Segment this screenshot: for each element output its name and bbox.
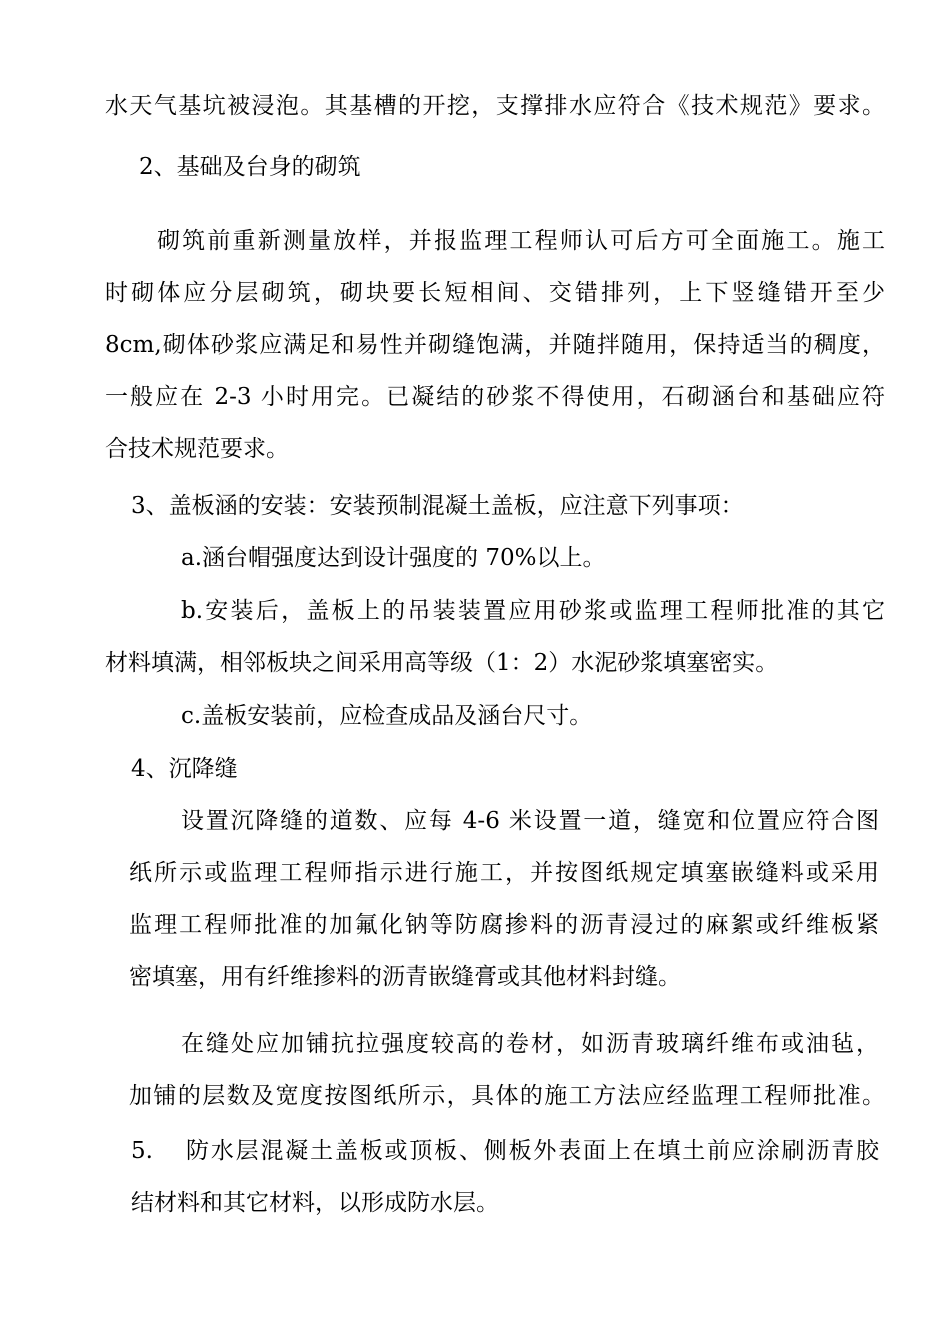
paragraph-line: 合技术规范要求。 (105, 436, 289, 462)
paragraph-line: 砌筑前重新测量放样，并报监理工程师认可后方可全面施工。施工 (157, 228, 885, 254)
section-heading-3: 3、盖板涵的安装：安装预制混凝土盖板，应注意下列事项： (131, 493, 744, 519)
paragraph-line: 一般应在 2-3 小时用完。已凝结的砂浆不得使用，石砌涵台和基础应符 (105, 384, 885, 410)
paragraph-line: 水天气基坑被浸泡。其基槽的开挖，支撑排水应符合《技术规范》要求。 (105, 93, 885, 119)
paragraph-line: 监理工程师批准的加氟化钠等防腐掺料的沥青浸过的麻絮或纤维板紧 (129, 912, 879, 938)
list-item-b: b.安装后，盖板上的吊装装置应用砂浆或监理工程师批准的其它 (181, 598, 885, 624)
paragraph-line: 时砌体应分层砌筑，砌块要长短相间、交错排列，上下竖缝错开至少 (105, 280, 885, 306)
paragraph-line: 8cm,砌体砂浆应满足和易性并砌缝饱满，并随拌随用，保持适当的稠度， (105, 332, 885, 358)
list-item-c: c.盖板安装前，应检查成品及涵台尺寸。 (181, 703, 593, 729)
list-item-a: a.涵台帽强度达到设计强度的 70%以上。 (181, 545, 606, 571)
paragraph-line: 密填塞，用有纤维掺料的沥青嵌缝膏或其他材料封缝。 (129, 964, 681, 990)
section-5-line: 结材料和其它材料，以形成防水层。 (131, 1190, 499, 1216)
paragraph-line: 纸所示或监理工程师指示进行施工，并按图纸规定填塞嵌缝料或采用 (129, 860, 879, 886)
section-heading-2: 2、基础及台身的砌筑 (139, 154, 361, 180)
paragraph-line: 加铺的层数及宽度按图纸所示，具体的施工方法应经监理工程师批准。 (129, 1083, 885, 1109)
section-heading-4: 4、沉降缝 (131, 756, 238, 782)
paragraph-line: 在缝处应加铺抗拉强度较高的卷材，如沥青玻璃纤维布或油毡， (181, 1031, 879, 1057)
list-item-b-cont: 材料填满，相邻板块之间采用高等级（1：2）水泥砂浆填塞密实。 (105, 650, 779, 676)
section-5-line: 防水层混凝土盖板或顶板、侧板外表面上在填土前应涂刷沥青胶 (186, 1138, 879, 1164)
paragraph-line: 设置沉降缝的道数、应每 4-6 米设置一道，缝宽和位置应符合图 (181, 808, 879, 834)
section-number-5: 5. (131, 1138, 153, 1164)
